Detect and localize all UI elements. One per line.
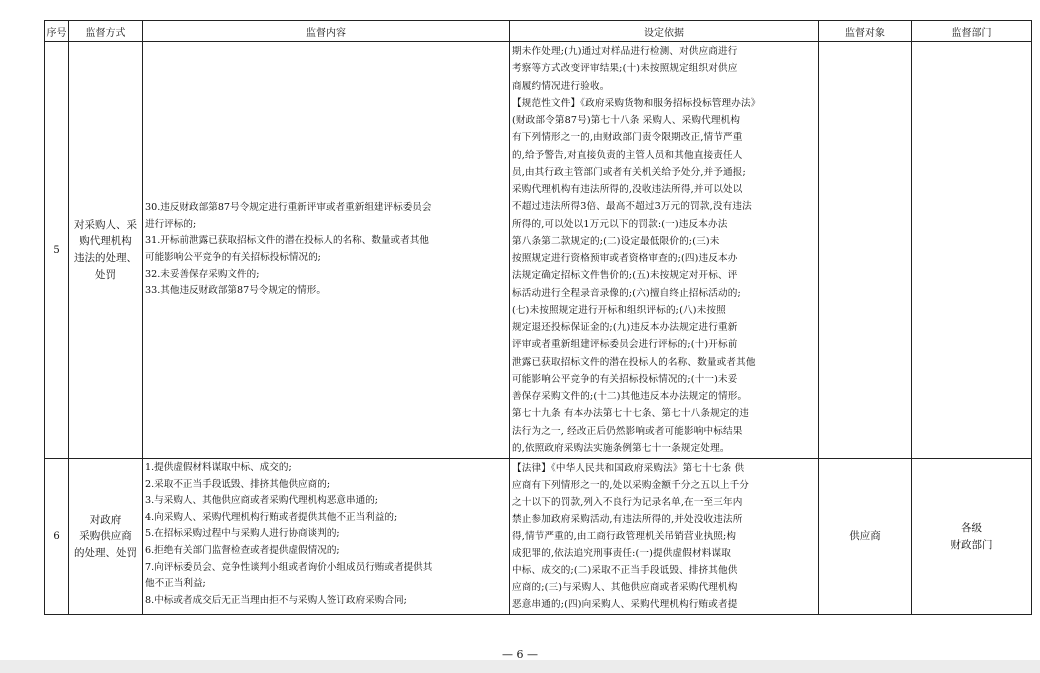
row-index: 6 — [45, 459, 69, 615]
method-line: 对政府 — [89, 513, 122, 526]
content-line: 3.与采购人、其他供应商或者采购代理机构恶意串通的; — [145, 495, 379, 507]
content-line: 他不正当利益; — [145, 578, 206, 590]
basis-line: 考察等方式改变评审结果;(十)未按照规定组织对供应 — [512, 63, 738, 75]
header-method: 监督方式 — [69, 21, 143, 42]
basis-line: (财政部令第87号)第七十八条 采购人、采购代理机构 — [512, 115, 741, 126]
content-line: 6.拒绝有关部门监督检查或者提供虚假情况的; — [145, 544, 340, 556]
row-index: 5 — [45, 42, 69, 459]
content-line: 33.其他违反财政部第87号令规定的情形。 — [145, 285, 326, 297]
row-method — [69, 42, 143, 459]
basis-line: 【法律】《中华人民共和国政府采购法》第七十七条 供 — [512, 463, 745, 474]
row-basis — [510, 42, 819, 459]
content-line: 可能影响公平竞争的有关招标投标情况的; — [145, 252, 321, 263]
row-department — [912, 459, 1032, 615]
header-index: 序号 — [45, 21, 69, 42]
basis-line: 法规定确定招标文件售价的;(五)未按规定对开标、评 — [512, 270, 738, 282]
basis-line: 善保存采购文件的;(十二)其他违反本办法规定的情形。 — [512, 391, 748, 402]
method-line: 违法的处理、 — [74, 252, 137, 264]
method-line: 处罚 — [95, 268, 116, 281]
content-line: 1.提供虚假材料谋取中标、成交的; — [145, 462, 292, 473]
basis-line: 评审或者重新组建评标委员会进行评标的;(十)开标前 — [512, 339, 738, 351]
basis-line: 恶意串通的;(四)向采购人、采购代理机构行贿或者提 — [512, 599, 738, 610]
basis-line: 期未作处理;(九)通过对样品进行检测、对供应商进行 — [512, 46, 738, 57]
basis-line: 中标、成交的;(二)采取不正当手段诋毁、排挤其他供 — [512, 565, 738, 576]
basis-line: 第八条第二款规定的;(二)设定最低限价的;(三)未 — [512, 235, 720, 247]
content-line: 4.向采购人、采购代理机构行贿或者提供其他不正当利益的; — [145, 511, 398, 523]
basis-line: 第七十九条 有本办法第七十七条、第七十八条规定的违 — [512, 408, 750, 420]
row-target — [819, 42, 912, 459]
header-department: 监督部门 — [912, 21, 1032, 42]
content-line: 8.中标或者成交后无正当理由拒不与采购人签订政府采购合同; — [145, 594, 407, 606]
supervision-table — [44, 20, 1032, 615]
basis-line: 所得的,可以处以1万元以下的罚款:(一)违反本办法 — [512, 218, 728, 230]
basis-line: 成犯罪的,依法追究刑事责任:(一)提供虚假材料谋取 — [512, 548, 731, 559]
content-line: 5.在招标采购过程中与采购人进行协商谈判的; — [145, 528, 340, 540]
basis-line: 泄露已获取招标文件的潜在投标人的名称、数量或者其他 — [512, 356, 756, 368]
method-line: 的处理、处罚 — [74, 546, 137, 559]
method-line: 对采购人、采 — [74, 218, 137, 231]
basis-line: 应商有下列情形之一的,处以采购金额千分之五以上千分 — [512, 480, 750, 491]
row-content — [143, 42, 510, 459]
basis-line: 员,由其行政主管部门或者有关机关给予处分,并予通报; — [512, 166, 746, 178]
department-line: 财政部门 — [950, 538, 993, 551]
basis-line: 不超过违法所得3倍、最高不超过3万元的罚款,没有违法 — [512, 201, 752, 213]
row-department — [912, 42, 1032, 459]
basis-line: 应商的;(三)与采购人、其他供应商或者采购代理机构 — [512, 582, 738, 593]
basis-line: 法行为之一, 经改正后仍然影响或者可能影响中标结果 — [512, 425, 743, 437]
header-target: 监督对象 — [819, 21, 912, 42]
basis-line: 按照规定进行资格预审或者资格审查的;(四)违反本办 — [512, 253, 738, 264]
basis-line: 规定退还投标保证金的;(九)违反本办法规定进行重新 — [512, 322, 738, 333]
method-line: 购代理机构 — [79, 235, 132, 248]
basis-line: 得,情节严重的,由工商行政管理机关吊销营业执照;构 — [512, 531, 737, 542]
content-line: 30.违反财政部第87号令规定进行重新评审或者重新组建评标委员会 — [145, 202, 432, 214]
basis-line: 标活动进行全程录音录像的;(六)擅自终止招标活动的; — [512, 287, 741, 299]
table-row — [45, 42, 1032, 459]
table-row — [45, 459, 1032, 615]
header-content: 监督内容 — [143, 21, 510, 42]
content-line: 7.向评标委员会、竞争性谈判小组或者询价小组成员行贿或者提供其 — [145, 561, 433, 573]
basis-line: (七)未按照规定进行开标和组织评标的;(八)未按照 — [512, 304, 726, 316]
basis-line: 有下列情形之一的,由财政部门责令限期改正,情节严重 — [512, 132, 743, 144]
method-line: 采购供应商 — [79, 530, 132, 543]
basis-line: 采购代理机构有违法所得的,没收违法所得,并可以处以 — [512, 184, 743, 195]
content-line: 31.开标前泄露已获取招标文件的潜在投标人的名称、数量或者其他 — [145, 235, 429, 247]
page-number: — 6 — — [502, 648, 538, 661]
basis-line: 的,给予警告,对直接负责的主管人员和其他直接责任人 — [512, 149, 743, 161]
basis-line: 的,依照政府采购法实施条例第七十一条规定处理。 — [512, 442, 730, 454]
basis-line: 可能影响公平竞争的有关招标投标情况的;(十一)未妥 — [512, 373, 738, 385]
row-method — [69, 459, 143, 615]
content-line: 进行评标的; — [145, 218, 197, 230]
row-content — [143, 459, 510, 615]
department-line: 各级 — [961, 521, 982, 534]
header-basis: 设定依据 — [510, 21, 819, 42]
basis-line: 之十以下的罚款,列入不良行为记录名单,在一至三年内 — [512, 497, 743, 508]
row-basis — [510, 459, 819, 615]
content-line: 2.采取不正当手段诋毁、排挤其他供应商的; — [145, 478, 331, 490]
basis-line: 禁止参加政府采购活动,有违法所得的,并处没收违法所 — [512, 514, 743, 525]
table-header-row — [45, 21, 1032, 42]
basis-line: 【规范性文件】《政府采购货物和服务招标投标管理办法》 — [512, 97, 761, 109]
content-line: 32.未妥善保存采购文件的; — [145, 268, 260, 280]
row-target: 供应商 — [819, 459, 912, 615]
basis-line: 商履约情况进行验收。 — [512, 80, 610, 92]
